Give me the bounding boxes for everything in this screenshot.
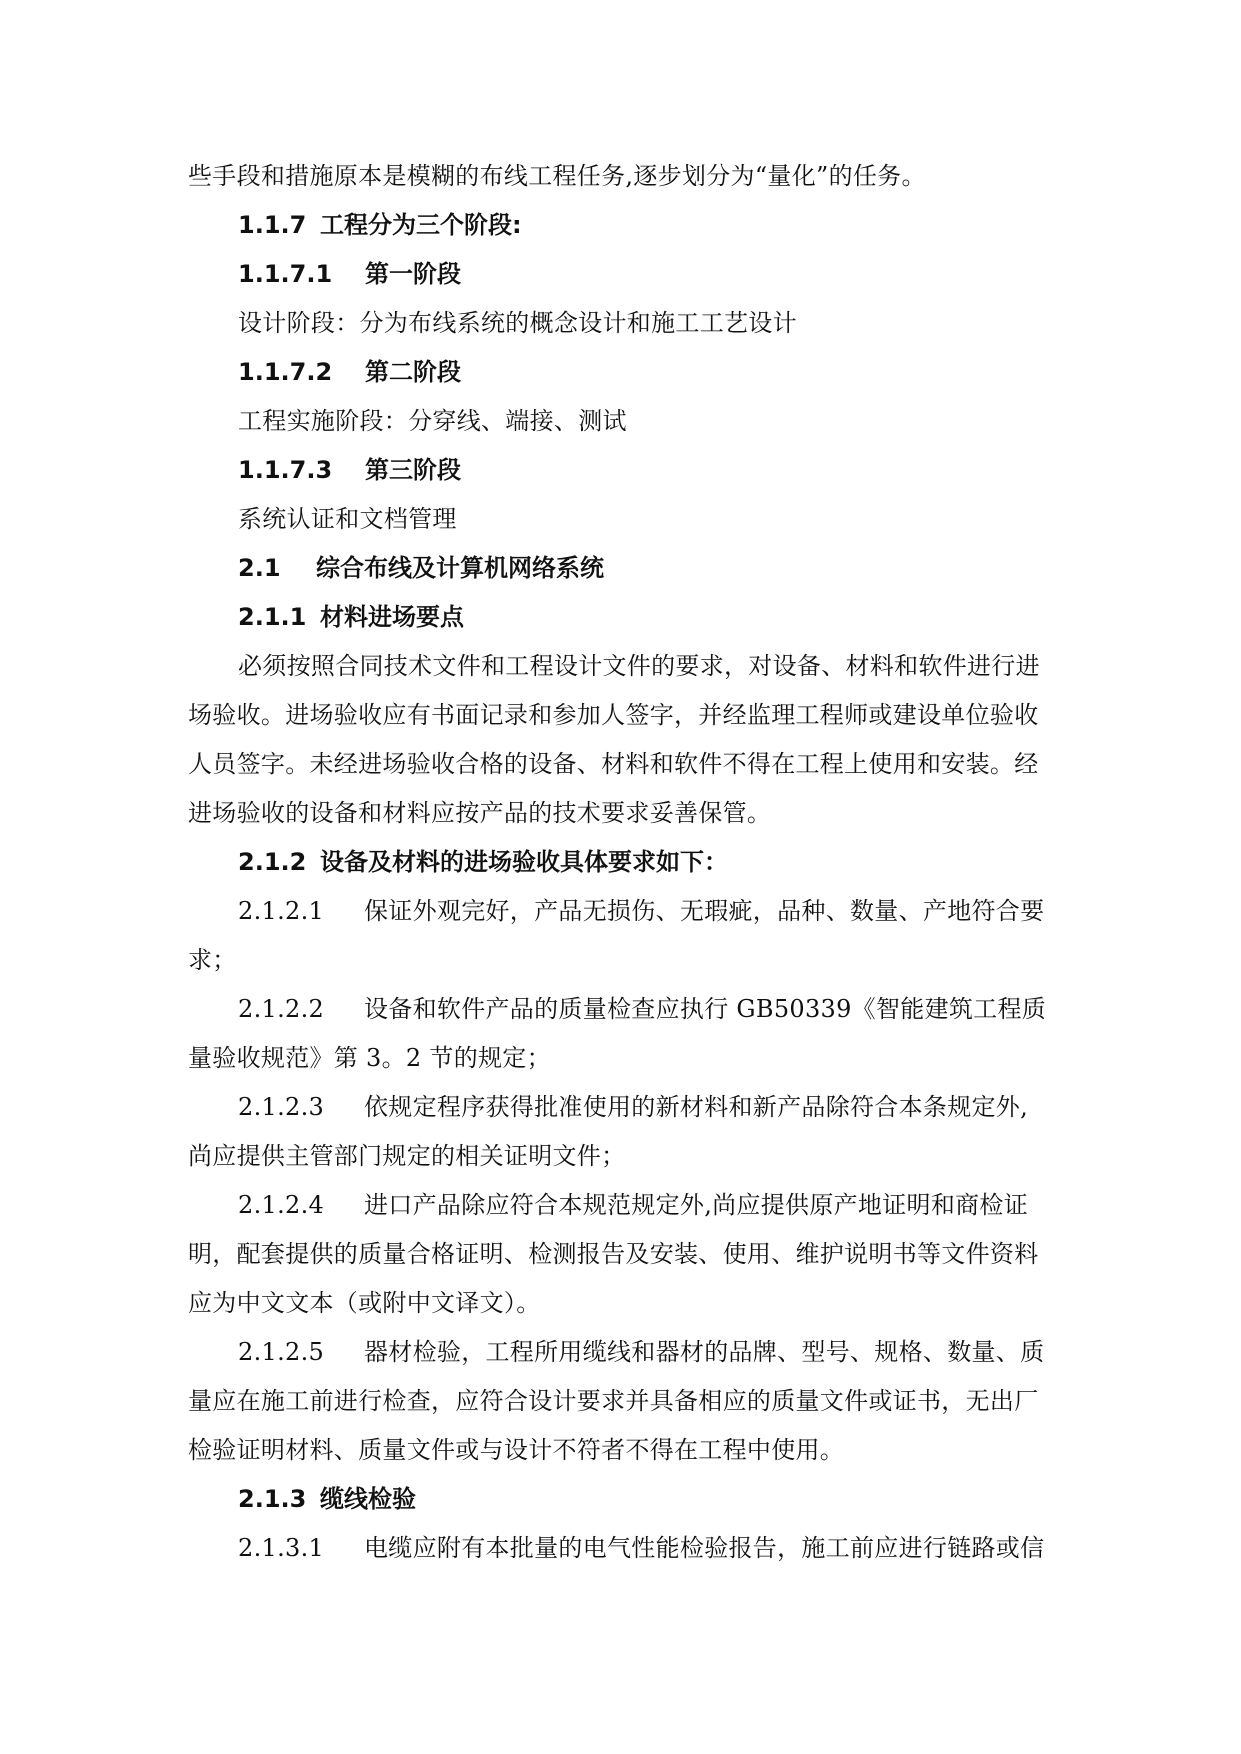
text-line: 尚应提供主管部门规定的相关证明文件； (188, 1142, 626, 1170)
text-line: 依规定程序获得批准使用的新材料和新产品除符合本条规定外, (364, 1093, 1029, 1121)
section-title: 材料进场要点 (320, 603, 464, 631)
item-2-1-2-4 (188, 1181, 1054, 1328)
text-line: 进口产品除应符合本规范规定外,尚应提供原产地证明和商检证 (364, 1191, 1029, 1219)
text-line: 场验收。进场验收应有书面记录和参加人签字，并经监理工程师或建设单位验收 (188, 701, 1039, 729)
heading-2-1-3 (188, 1475, 1054, 1524)
section-number: 2.1 (238, 554, 281, 582)
item-2-1-2-3 (188, 1083, 1054, 1181)
item-number: 2.1.2.1 (238, 897, 325, 925)
section-title: 设备及材料的进场验收具体要求如下： (320, 848, 728, 876)
heading-2-1-1 (188, 593, 1054, 642)
paragraph-1-1-7-2 (188, 397, 1054, 446)
intro-paragraph (188, 152, 1054, 201)
section-title: 综合布线及计算机网络系统 (316, 554, 604, 582)
text-line: 器材检验，工程所用缆线和器材的品牌、型号、规格、数量、质 (364, 1338, 1045, 1366)
section-title: 第二阶段 (365, 358, 461, 386)
heading-2-1-2 (188, 838, 1054, 887)
section-number: 2.1.3 (238, 1485, 307, 1513)
item-2-1-2-2 (188, 985, 1054, 1083)
section-title: 第三阶段 (365, 456, 461, 484)
text-line: 检验证明材料、质量文件或与设计不符者不得在工程中使用。 (188, 1436, 845, 1464)
heading-1-1-7-1 (188, 250, 1054, 299)
item-2-1-3-1 (188, 1524, 1054, 1573)
text-line: 系统认证和文档管理 (238, 505, 457, 533)
item-number: 2.1.2.5 (238, 1338, 325, 1366)
text-line: 保证外观完好，产品无损伤、无瑕疵，品种、数量、产地符合要 (364, 897, 1045, 925)
text-line: 量应在施工前进行检查，应符合设计要求并具备相应的质量文件或证书，无出厂 (188, 1387, 1039, 1415)
text-line: 求； (188, 946, 237, 974)
item-2-1-2-1 (188, 887, 1054, 985)
text-line: 明，配套提供的质量合格证明、检测报告及安装、使用、维护说明书等文件资料 (188, 1240, 1039, 1268)
text-line: 设计阶段：分为布线系统的概念设计和施工工艺设计 (238, 309, 797, 337)
text-line: 些手段和措施原本是模糊的布线工程任务,逐步划分为“量化”的任务。 (188, 162, 926, 190)
section-number: 1.1.7.2 (238, 358, 333, 386)
document-body (188, 152, 1054, 1573)
text-line: 设备和软件产品的质量检查应执行 GB50339《智能建筑工程质 (364, 995, 1047, 1023)
section-number: 1.1.7 (238, 211, 307, 239)
heading-1-1-7-2 (188, 348, 1054, 397)
heading-1-1-7-3 (188, 446, 1054, 495)
item-2-1-2-5 (188, 1328, 1054, 1475)
section-number: 1.1.7.3 (238, 456, 333, 484)
text-line: 人员签字。未经进场验收合格的设备、材料和软件不得在工程上使用和安装。经 (188, 750, 1039, 778)
paragraph-1-1-7-1 (188, 299, 1054, 348)
item-number: 2.1.2.3 (238, 1093, 325, 1121)
paragraph-1-1-7-3 (188, 495, 1054, 544)
text-line: 量验收规范》第 3。2 节的规定； (188, 1044, 551, 1072)
text-line: 电缆应附有本批量的电气性能检验报告，施工前应进行链路或信 (364, 1534, 1045, 1562)
item-number: 2.1.3.1 (238, 1534, 325, 1562)
heading-1-1-7 (188, 201, 1054, 250)
item-number: 2.1.2.2 (238, 995, 325, 1023)
paragraph-2-1-1 (188, 642, 1054, 838)
item-number: 2.1.2.4 (238, 1191, 325, 1219)
section-number: 2.1.1 (238, 603, 307, 631)
section-title: 第一阶段 (365, 260, 461, 288)
text-line: 必须按照合同技术文件和工程设计文件的要求，对设备、材料和软件进行进 (238, 652, 1040, 680)
heading-2-1 (188, 544, 1054, 593)
section-number: 2.1.2 (238, 848, 307, 876)
text-line: 进场验收的设备和材料应按产品的技术要求妥善保管。 (188, 799, 772, 827)
text-line: 工程实施阶段：分穿线、端接、测试 (238, 407, 627, 435)
text-line: 应为中文文本（或附中文译文）。 (188, 1289, 541, 1317)
section-number: 1.1.7.1 (238, 260, 333, 288)
section-title: 工程分为三个阶段: (320, 211, 522, 239)
section-title: 缆线检验 (320, 1485, 416, 1513)
